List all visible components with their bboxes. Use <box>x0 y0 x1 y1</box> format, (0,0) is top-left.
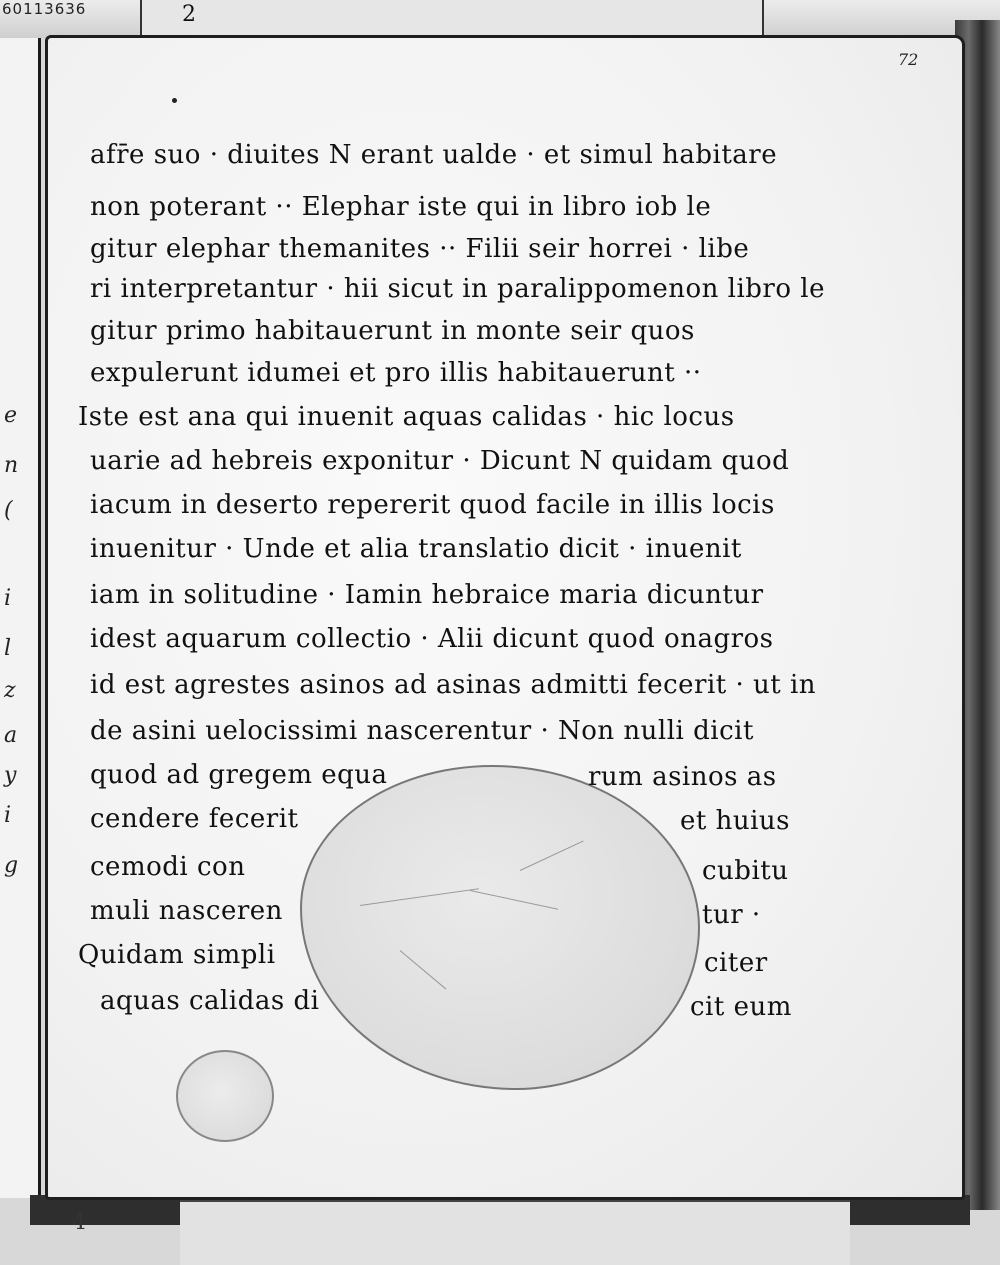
left-page-fragment: l <box>4 636 12 661</box>
scan-reference-label: 60113636 <box>2 0 87 18</box>
ink-dot <box>172 98 177 103</box>
previous-page-edge <box>0 38 41 1198</box>
manuscript-line-left: cendere fecerit <box>90 804 299 834</box>
manuscript-line-left: aquas calidas di <box>100 986 320 1016</box>
manuscript-line-right: citer <box>704 948 768 978</box>
manuscript-line-right: cit eum <box>690 992 792 1022</box>
manuscript-line-right: cubitu <box>702 856 789 886</box>
manuscript-line: ri interpretantur · hii sicut in paralippomenon libro le <box>90 274 825 304</box>
manuscript-line-left: muli nasceren <box>90 896 283 926</box>
manuscript-line-right: rum asinos as <box>588 762 777 792</box>
bottom-tab-number: 4 <box>72 1210 86 1235</box>
manuscript-line: uarie ad hebreis exponitur · Dicunt N quidam quod <box>90 446 790 476</box>
manuscript-line: idest aquarum collectio · Alii dicunt quod onagros <box>90 624 774 654</box>
bottom-paper-tab <box>180 1200 850 1265</box>
manuscript-line-left: Quidam simpli <box>78 940 276 970</box>
manuscript-line: de asini uelocissimi nascerentur · Non nulli dicit <box>90 716 754 746</box>
manuscript-line: Iste est ana qui inuenit aquas calidas · hic locus <box>78 402 735 432</box>
left-page-fragment: i <box>4 803 12 828</box>
manuscript-line: id est agrestes asinos ad asinas admitti fecerit · ut in <box>90 670 817 700</box>
manuscript-line-left: cemodi con <box>90 852 246 882</box>
manuscript-line-right: tur · <box>702 900 761 930</box>
manuscript-line: inuenitur · Unde et alia translatio dicit · inuenit <box>90 534 742 564</box>
manuscript-line-right: et huius <box>680 806 790 836</box>
manuscript-line: non poterant ·· Elephar iste qui in libro iob le <box>90 192 712 222</box>
manuscript-line: gitur elephar themanites ·· Filii seir horrei · libe <box>90 234 750 264</box>
top-tab-number: 2 <box>182 2 196 27</box>
left-page-fragment: g <box>4 853 19 878</box>
manuscript-line: afr̄e suo · diuites N erant ualde · et simul habitare <box>90 140 778 170</box>
manuscript-line: gitur primo habitauerunt in monte seir quos <box>90 316 695 346</box>
left-page-fragment: y <box>4 763 17 788</box>
left-page-fragment: e <box>4 403 18 428</box>
left-page-fragment: n <box>4 453 19 478</box>
top-paper-tab <box>140 0 764 38</box>
manuscript-line: iam in solitudine · Iamin hebraice maria dicuntur <box>90 580 764 610</box>
small-repair-patch <box>176 1050 274 1142</box>
left-page-fragment: ( <box>4 498 13 523</box>
manuscript-line: iacum in deserto repererit quod facile in illis locis <box>90 490 775 520</box>
manuscript-line-left: quod ad gregem equa <box>90 760 388 790</box>
left-page-fragment: z <box>4 678 16 703</box>
left-page-fragment: a <box>4 723 18 748</box>
left-page-fragment: i <box>4 586 12 611</box>
manuscript-line: expulerunt idumei et pro illis habitauerunt ·· <box>90 358 702 388</box>
folio-number: 72 <box>898 50 919 69</box>
